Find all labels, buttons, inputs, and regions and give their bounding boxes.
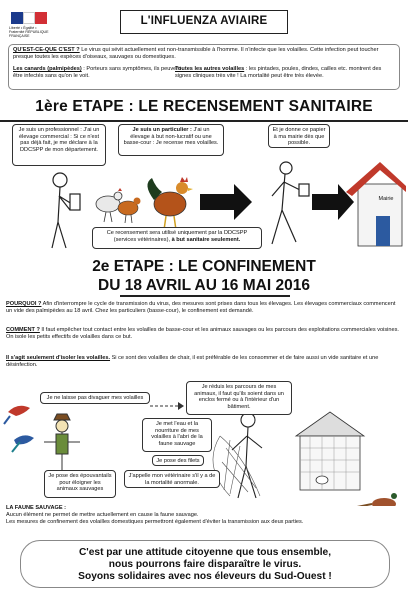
intro-box — [8, 44, 400, 90]
why-paragraph — [6, 301, 402, 314]
farmer-net-icon — [213, 413, 262, 498]
census-note — [92, 227, 262, 249]
logo-text: Liberté • Égalité • Fraternité RÉPUBLIQUE FRANÇAISE — [9, 26, 49, 38]
others-label: Toutes les autres volailles — [175, 66, 245, 72]
wildlife-line1: Aucun élément ne permet de mettre actuellement en cause la faune sauvage. — [6, 512, 199, 518]
private-bubble-head: Je suis un particulier : — [132, 127, 192, 133]
nets-bubble: Je pose des filets — [152, 455, 204, 466]
pro-bubble: Je suis un professionnel : J'ai un élevage commercial : Si ce n'est pas déjà fait, je me déclare à la DDCSPP de mon département. — [12, 124, 106, 166]
arrow-right-icon — [200, 184, 252, 220]
census-note-emph: à but sanitaire seulement. — [171, 236, 241, 243]
mairie-sign: Mairie — [378, 196, 394, 202]
intro-ducks — [13, 66, 188, 79]
hens-icon — [96, 188, 141, 223]
closing-line3: Soyons solidaires avec nos éleveurs du Sud-Ouest ! — [78, 571, 332, 582]
ducks-text: : Porteurs sans symptômes, ils peuvent être infectés sans qu'on le voit. — [13, 66, 181, 79]
what-text: Le virus qui sévit actuellement est non-transmissible à l'homme. Il n'infecte que les volailles. Cette infection peut toucher presque toutes les espèces d'oiseaux, sauvages ou domestiques. — [13, 47, 379, 60]
reduce-bubble: Je réduis les parcours de mes animaux, il faut qu'ils soient dans un enclos fermé ou à l'intérieur d'un bâtiment. — [186, 381, 292, 415]
french-flag-icon — [11, 11, 47, 23]
pheasant-icon — [352, 493, 397, 506]
step2-dates: DU 18 AVRIL AU 16 MAI 2016 — [98, 277, 310, 294]
private-bubble — [118, 124, 224, 156]
ducks-label: Les canards (palmipèdes) — [13, 66, 82, 72]
why-label: POURQUOI ? — [6, 301, 42, 307]
why-text: Afin d'interrompre le cycle de transmission du virus, des mesures sont prises dans tous les élevages. Les élevages commerciaux commencent un vide des palmipèdes au 18 avril. Chez les particuliers (basse-cour), le confinement est demandé. — [6, 301, 396, 314]
no-roam-bubble: Je ne laisse pas divaguer mes volailles — [40, 392, 150, 404]
wildlife-line2: Les mesures de confinement des volailles domestiques permettront également d'éviter la transmission aux deux parties. — [6, 519, 304, 525]
intro-what — [13, 47, 395, 60]
bird-icon — [12, 435, 34, 452]
chicken-coop-icon — [296, 412, 364, 490]
farmer-reading-icon — [52, 173, 80, 248]
arrow-right-icon — [312, 184, 354, 220]
step1-rule — [0, 120, 408, 122]
isolate-text: Si ce sont des volailles de chair, il est préférable de les consommer et de faire aussi un vide sanitaire et une désinfection. — [6, 355, 379, 368]
mairie-bubble: Et je donne ce papier à ma mairie dès que possible. — [268, 124, 330, 148]
parrot-icon — [4, 406, 30, 424]
closing-line1: C'est par une attitude citoyenne que tous ensemble, — [78, 547, 332, 558]
isolate-paragraph — [6, 355, 402, 368]
intro-others — [175, 66, 395, 79]
step1-title: 1ère ETAPE : LE RECENSEMENT SANITAIRE — [35, 98, 373, 115]
closing-line2: nous pourrons faire disparaître le virus. — [108, 559, 302, 570]
republique-francaise-logo — [8, 9, 50, 39]
wildlife-label: LA FAUNE SAUVAGE : — [6, 505, 66, 511]
scarecrow-icon — [44, 414, 80, 472]
vet-bubble: J'appelle mon vétérinaire s'il y a de la mortalité anormale. — [124, 470, 220, 488]
step2-rule — [120, 295, 290, 297]
how-text: Il faut empêcher tout contact entre les volailles de basse-cour et les animaux sauvages ou les parcours des exploitations commerciales voisines. On isole les petits effectifs de volailles dans ce but. — [6, 327, 399, 340]
rooster-icon — [147, 177, 193, 230]
mairie-house-icon — [346, 162, 406, 246]
isolate-label: Il s'agit seulement d'isoler les volailles. — [6, 355, 111, 361]
feed-bubble: Je met l'eau et la nourriture de mes volailles à l'abri de la faune sauvage — [142, 418, 212, 452]
closing-box — [20, 540, 390, 588]
what-label: QU'EST-CE-QUE C'EST ? — [13, 47, 80, 53]
scarecrow-bubble: Je pose des épouvantails pour éloigner les animaux sauvages — [44, 470, 116, 498]
page-title: L'INFLUENZA AVIAIRE — [120, 10, 288, 34]
how-label: COMMENT ? — [6, 327, 40, 333]
walking-man-icon — [272, 162, 309, 244]
how-paragraph — [6, 327, 402, 340]
others-text: : les pintades, poules, dindes, cailles etc. montrent des signes cliniques très vite ! La mortalité peut être très élevée. — [175, 66, 382, 79]
private-bubble-body: J'ai un élevage à but non-lucratif ou une basse-cour : Je recense mes volailles. — [123, 127, 219, 147]
census-note-text: Ce recensement sera utilisé uniquement par la DDCSPP (services vétérinaires), — [106, 230, 248, 243]
step2-title: 2e ETAPE : LE CONFINEMENT — [92, 258, 316, 275]
